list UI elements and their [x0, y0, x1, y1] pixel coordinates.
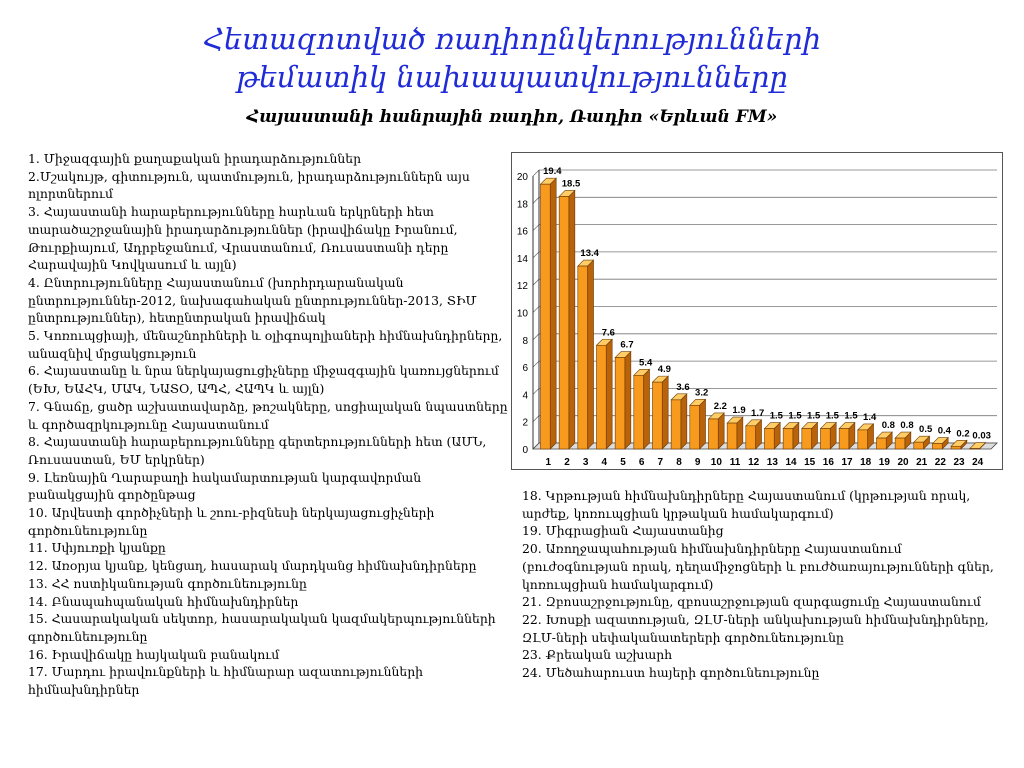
data-label: 0.8: [900, 420, 914, 432]
y-tick-label: 18: [516, 199, 528, 211]
title-line-1: Հետազոտված ռադիոընկերությունների: [203, 22, 821, 56]
bar-side: [569, 190, 575, 449]
y-tick-label: 0: [522, 445, 528, 456]
topic-list-right: [522, 487, 1002, 682]
list-item: 16. Իրավիճակը հայկական բանակում: [28, 646, 280, 662]
x-tick-label: 7: [657, 457, 664, 468]
y-tick-label: 20: [516, 172, 528, 183]
y-tick-label: 14: [516, 253, 528, 265]
bar: [914, 442, 924, 449]
y-tick-label: 8: [522, 335, 528, 347]
list-item: 2.Մշակույթ, գիտություն, պատմություն, իրադարձություններն այս ոլորտներում: [28, 168, 470, 202]
x-tick-label: 18: [860, 457, 872, 468]
data-label: 0.8: [881, 420, 895, 432]
bar-side: [681, 394, 687, 449]
list-item: 21. Զբոսաշրջությունը, զբոսաշրջության զարգացումը Հայաստանում: [522, 594, 981, 610]
bar-side: [700, 399, 706, 449]
bar: [559, 196, 569, 449]
data-label: 0.5: [919, 424, 933, 436]
data-label: 1.5: [807, 410, 821, 422]
x-tick-label: 24: [972, 457, 984, 468]
bar: [970, 449, 980, 450]
data-label: 1.9: [732, 405, 746, 417]
bar: [802, 429, 812, 449]
data-label: 13.4: [580, 248, 599, 260]
x-tick-label: 1: [545, 457, 552, 468]
bar: [690, 405, 700, 449]
x-tick-label: 19: [878, 457, 890, 468]
bar: [783, 429, 793, 449]
bar: [839, 429, 849, 449]
x-tick-label: 9: [694, 457, 701, 468]
data-label: 0.4: [937, 425, 951, 437]
bar: [615, 358, 625, 449]
bar-side: [644, 369, 650, 449]
x-tick-label: 4: [601, 457, 608, 468]
x-tick-label: 8: [676, 457, 682, 468]
list-item: 4. Ընտրությունները Հայաստանում (խորհրդարանական ընտրություններ-2012, նախագահական ընտրություններ-2013, ՏԻՄ ընտրություններ), հետընտրական իրավիճակ: [28, 274, 477, 326]
x-tick-label: 10: [710, 457, 722, 468]
bar: [708, 419, 718, 449]
data-label: 1.5: [788, 410, 802, 422]
y-tick-label: 10: [516, 308, 528, 320]
y-tick-label: 4: [522, 390, 528, 402]
list-item: 20. Առողջապահության հիմնախնդիրները Հայաստանում (բուժօգնության որակ, դեղամիջոցների և բուժծառայությունների գներ, կոռուպցիան համակարգում): [522, 541, 994, 592]
data-label: 6.7: [620, 339, 634, 351]
x-tick-label: 21: [916, 457, 928, 468]
bar: [932, 444, 942, 449]
bar: [820, 429, 830, 449]
data-label: 1.5: [844, 410, 858, 422]
list-item: 1. Միջազգային քաղաքական իրադարձություններ: [28, 151, 362, 166]
x-tick-label: 22: [934, 457, 946, 468]
y-tick-label: 16: [516, 226, 528, 238]
bar: [671, 400, 681, 449]
bar: [764, 429, 774, 449]
data-label: 18.5: [561, 178, 581, 190]
x-tick-label: 14: [785, 457, 797, 468]
data-label: 1.5: [769, 410, 783, 422]
list-item: 22. Խոսքի ազատության, ԶԼՄ-ների անկախության հիմնախնդիրները, ԶԼՄ-ների սեփականատերերի գործունեությունը: [522, 611, 989, 645]
bar-side: [662, 376, 668, 449]
y-tick-label: 2: [522, 417, 528, 429]
bar-side: [588, 260, 594, 449]
bar-side: [625, 352, 631, 449]
bar-chart: [511, 152, 1003, 470]
bar: [876, 438, 886, 449]
data-label: 3.2: [695, 387, 709, 399]
x-tick-label: 12: [748, 457, 760, 468]
list-item: 8. Հայաստանի հարաբերությունները գերտերությունների հետ (ԱՄՆ, Ռուսաստան, ԵՄ երկրներ): [28, 434, 487, 467]
title-line-2: թեմատիկ նախապատվությունները: [236, 60, 788, 94]
list-item: 9. Լեռնային Ղարաբաղի հակամարտության կարգավորման բանակցային գործընթաց: [28, 469, 422, 503]
data-label: 0.2: [956, 428, 970, 440]
bar: [634, 375, 644, 449]
x-tick-label: 13: [766, 457, 778, 468]
x-tick-label: 6: [638, 457, 645, 468]
x-tick-label: 15: [804, 457, 816, 468]
bar: [596, 345, 606, 449]
bar: [951, 446, 961, 449]
list-item: 19. Միգրացիան Հայաստանից: [522, 523, 724, 539]
x-tick-label: 17: [841, 457, 853, 468]
topic-list-left: [28, 150, 510, 699]
data-label: 1.7: [751, 407, 765, 419]
slide-title: [0, 20, 1024, 96]
list-item: 6. Հայաստանը և նրա ներկայացուցիչները միջազգային կառույցներում (ԵԽ, ԵԱՀԿ, ՄԱԿ, ՆԱՏՕ, ԱՊՀ, ՀԱՊԿ և այլն): [28, 363, 499, 397]
data-label: 19.4: [543, 166, 562, 178]
x-tick-label: 3: [582, 457, 589, 468]
data-label: 4.9: [657, 364, 671, 376]
list-item: 23. Քրեական աշխարհ: [522, 647, 673, 663]
list-item: 18. Կրթության հիմնախնդիրները Հայաստանում (կրթության որակ, արժեք, կոռուպցիան կրթական համակարգում): [522, 488, 971, 521]
bar: [746, 426, 756, 449]
x-tick-label: 11: [729, 457, 741, 468]
list-item: 14. Բնապահպանական հիմնախնդիրներ: [28, 593, 299, 609]
list-item: 13. ՀՀ ոստիկանության գործունեությունը: [28, 575, 307, 591]
list-item: 11. Սփյուռքի կյանքը: [28, 540, 166, 556]
bar-side: [606, 339, 612, 449]
list-item: 15. Հասարակական սեկտոր, հասարակական կազմակերպությունների գործունեությունը: [28, 611, 496, 644]
bar: [895, 438, 905, 449]
x-tick-label: 5: [620, 457, 626, 468]
data-label: 3.6: [676, 381, 690, 393]
slide-subtitle: Հայաստանի հանրային ռադիո, Ռադիո «Երևան FM»: [246, 107, 778, 127]
bar: [578, 266, 588, 449]
bar-side: [550, 178, 556, 449]
bar: [858, 430, 868, 449]
x-tick-label: 2: [564, 457, 570, 468]
list-item: 17. Մարդու իրավունքների և հիմնարար ազատությունների հիմնախնդիրներ: [28, 664, 424, 698]
data-label: 0.03: [972, 430, 991, 442]
list-item: 7. Գնաճը, ցածր աշխատավարձը, թոշակները, սոցիալական նպաստները և գործազրկությունը Հայաստանում: [28, 398, 508, 432]
list-item: 24. Մեծահարուստ հայերի գործունեությունը: [522, 665, 820, 681]
bar: [652, 382, 662, 449]
list-item: 5. Կոռուպցիայի, մենաշնորհների և օլիգոպոլիաների հիմնախնդիրները, անազնիվ մրցակցություն: [28, 328, 503, 361]
list-item: 3. Հայաստանի հարաբերությունները հարևան երկրների հետ տարածաշրջանային իրադարձություններ (իրավիճակը Իրանում, Թուրքիայում, Ադրբեջանում, Վրաստանում, Ռուսաստանի դերը Հարավային Կովկասում և այլն): [28, 204, 458, 273]
x-tick-label: 23: [953, 457, 965, 468]
y-tick-label: 12: [516, 281, 528, 293]
data-label: 2.2: [713, 400, 727, 412]
data-label: 5.4: [639, 357, 653, 369]
y-tick-label: 6: [522, 363, 528, 375]
list-item: 12. Առօրյա կյանք, կենցաղ, հասարակ մարդկանց հիմնախնդիրները: [28, 558, 477, 574]
data-label: 1.5: [825, 410, 839, 422]
x-tick-label: 20: [897, 457, 909, 468]
list-item: 10. Արվեստի գործիչների և շոու-բիզնեսի ներկայացուցիչների գործունեությունը: [28, 505, 435, 538]
bar: [727, 423, 737, 449]
bar: [540, 184, 550, 449]
data-label: 7.6: [601, 327, 615, 339]
data-label: 1.4: [863, 411, 877, 423]
x-tick-label: 16: [822, 457, 834, 468]
